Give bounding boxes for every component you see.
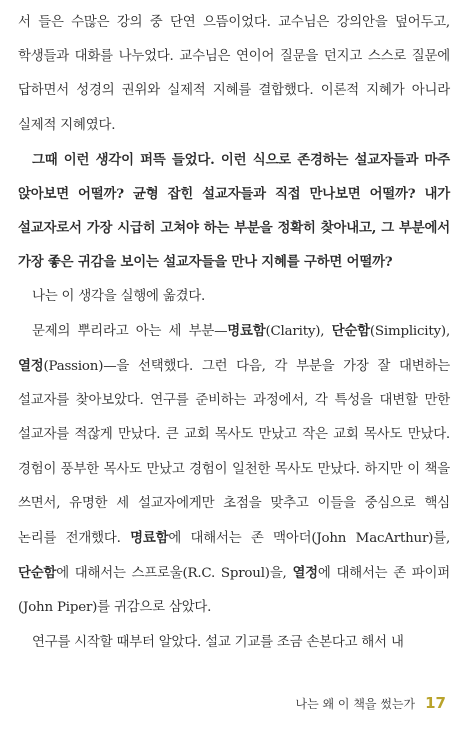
- term-passion: 열정: [18, 358, 44, 375]
- p4-text-f: 에 대해서는 스프로울(R.C. Sproul)을,: [56, 566, 293, 582]
- page-body: [18, 6, 450, 660]
- paragraph-5: 연구를 시작할 때부터 알았다. 설교 기교를 조금 손본다고 해서 내: [32, 634, 404, 650]
- term-passion-2: 열정: [292, 565, 318, 582]
- p4-text-g: 에 대해서는 존 파이퍼(John Piper)를 귀감으로 삼았다.: [18, 566, 450, 616]
- term-simplicity-2: 단순함: [18, 565, 57, 582]
- page-number: 17: [425, 694, 446, 712]
- paragraph-1: 서 들은 수많은 강의 중 단연 으뜸이었다. 교수님은 강의안을 덮어두고, 학생들과 대화를 나누었다. 교수님은 연이어 질문을 던지고 스스로 질문에 답하면서 성경의 권위와 실제적 지혜를 결합했다. 이론적 지혜가 아니라 실제적 지혜였다.: [18, 15, 450, 133]
- p4-text-d: (Passion)—을 선택했다. 그런 다음, 각 부분을 가장 잘 대변하는 설교자를 찾아보았다. 연구를 준비하는 과정에서, 각 특성을 대변할 만한 설교자를 적잖게 만났다. 큰 교회 목사도 만났고 작은 교회 목사도 만났다. 경험이 풍부한 목사도 만났고 경험이 일천한 목사도 만났다. 하지만 이 책을 쓰면서, 유명한 세 설교자에게만 초점을 맞추고 이들을 중심으로 핵심 논리를 전개했다.: [18, 359, 450, 547]
- term-clarity: 명료함: [227, 322, 266, 339]
- page-footer: [296, 694, 446, 712]
- paragraph-2: 그때 이런 생각이 퍼뜩 들었다. 이런 식으로 존경하는 설교자들과 마주 앉아보면 어떨까? 균형 잡힌 설교자들과 직접 만나보면 어떨까? 내가 설교자로서 가장 시급히 고쳐야 하는 부분을 정확히 찾아내고, 그 부분에서 가장 좋은 귀감을 보이는 설교자들을 만나 지혜를 구하면 어떨까?: [18, 151, 450, 271]
- term-clarity-2: 명료함: [130, 530, 169, 547]
- paragraph-4: [18, 314, 450, 626]
- p4-text-c: (Simplicity),: [369, 323, 450, 339]
- term-simplicity: 단순함: [331, 322, 370, 339]
- p4-text-a: 문제의 뿌리라고 아는 세 부분—: [32, 323, 228, 339]
- paragraph-3: 나는 이 생각을 실행에 옮겼다.: [32, 288, 206, 304]
- p4-text-e: 에 대해서는 존 맥아더(John MacArthur)를,: [168, 531, 450, 547]
- p4-text-b: (Clarity),: [265, 323, 332, 339]
- running-title: 나는 왜 이 책을 썼는가: [295, 697, 416, 711]
